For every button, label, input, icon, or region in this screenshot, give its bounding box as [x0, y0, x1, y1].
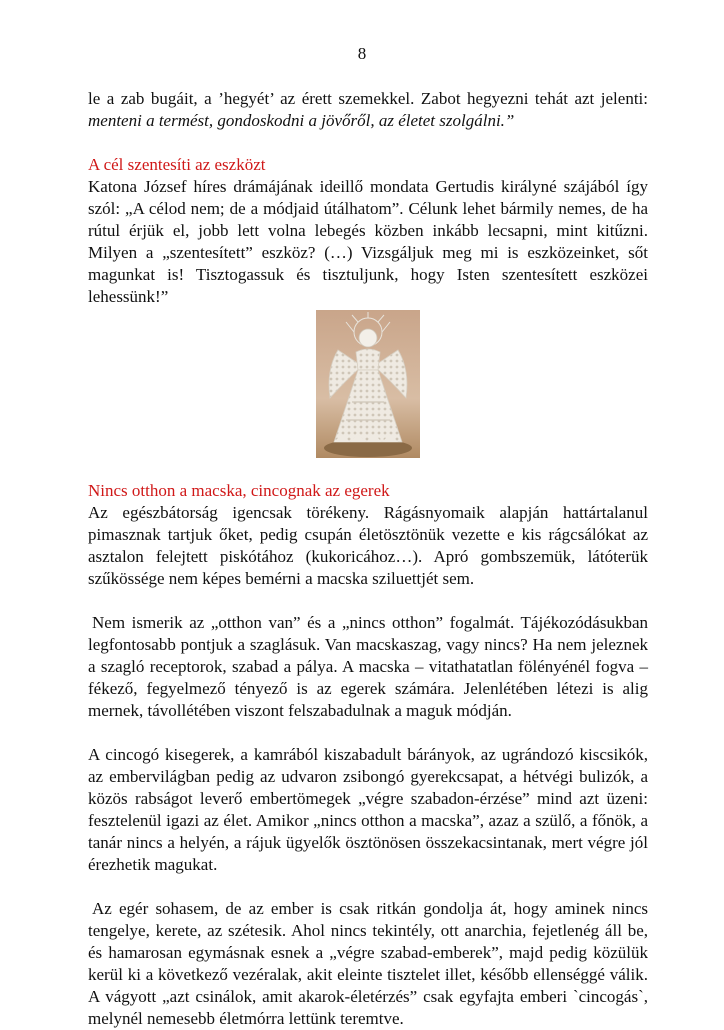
section2-paragraph-2: Nem ismerik az „otthon van” és a „nincs otthon” fogalmát. Tájékozódásukban legfontosabb pontjuk a szaglásuk. Van macskaszag, vagy nincs? Ha nem jeleznek a szagló receptorok, szabad a pálya. A macska – vitathatatlan fölényénél fogva – fékező, fegyelmező tényező is az egerek számára. Jelenlétében létezi is alig mernek, távollétében viszont felszabadulnak a maguk módján. — [88, 613, 648, 720]
intro-text: le a zab bugáit, a ’hegyét’ az érett szemekkel. Zabot hegyezni tehát azt jelenti: — [88, 89, 648, 108]
section2-paragraph-3: A cincogó kisegerek, a kamrából kiszabadult bárányok, az ugrándozó kiscsikók, az embervilágban pedig az udvaron zsibongó gyerekcsapat, a hétvégi bulizók, a közös rabságot leverő embertömegek „végre szabadon-érzése” mind azt üzeni: fesztelenül igazi az élet. Amikor „nincs otthon a macska”, azaz a szülő, a főnök, a tanár nincs a helyén, a rájuk ügyelők ösztönösen összekacsintanak, mert végre jól érezhetik magukat. — [88, 745, 648, 874]
section2-paragraph-4: Az egér sohasem, de az ember is csak ritkán gondolja át, hogy aminek nincs tengelye, kerete, az szétesik. Ahol nincs tekintély, ott anarchia, fejetlenég áll be, és hamarosan egymásnak esnek a „végre szabad-emberek”, majd pedig közülük kerül ki a következő vezéralak, akit eleinte tisztelet illet, később ellenséggé válik. A vágyott „azt csinálok, amit akarok-életérzés” csak egyfajta emberi `cincogás`, melynél nemesebb életmórra lettünk teremtve. — [88, 899, 648, 1028]
intro-paragraph — [88, 88, 648, 132]
section-heading-1: A cél szentesíti az eszközt — [88, 155, 266, 174]
page-number: 8 — [357, 44, 367, 63]
figure — [88, 310, 648, 458]
lace-angel-figurine-icon — [316, 310, 420, 458]
section1-paragraph: Katona József híres drámájának ideillő mondata Gertudis királyné szájából így szól: „A célod nem; de a módjaid útálhatom”. Célunk lehet bármily nemes, de ha rútul érjük el, jobb lett volna lebegés közben inkább lecsapni, mint kitűzni. Milyen a „szentesített” eszköz? (…) Vizsgáljuk meg mi is eszközeinket, sőt magunkat is! Tisztogassuk és tisztuljunk, hogy Isten szentesített eszközei lehessünk!” — [88, 177, 648, 306]
section2-paragraph-1: Az egészbátorság igencsak törékeny. Rágásnyomaik alapján hattártalanul pimasznak tartjuk őket, pedig csupán életösztönük vezette e kis rágcsálókat az asztalon felejtett piskótához (kukoricához…). Apró gombszemük, látóterük szűkössége nem képes bemérni a macska sziluettjét sem. — [88, 503, 648, 588]
page-content — [88, 88, 648, 1030]
intro-italic: menteni a termést, gondoskodni a jövőről, az életet szolgálni.” — [88, 111, 515, 130]
section-heading-2: Nincs otthon a macska, cincognak az egerek — [88, 481, 390, 500]
